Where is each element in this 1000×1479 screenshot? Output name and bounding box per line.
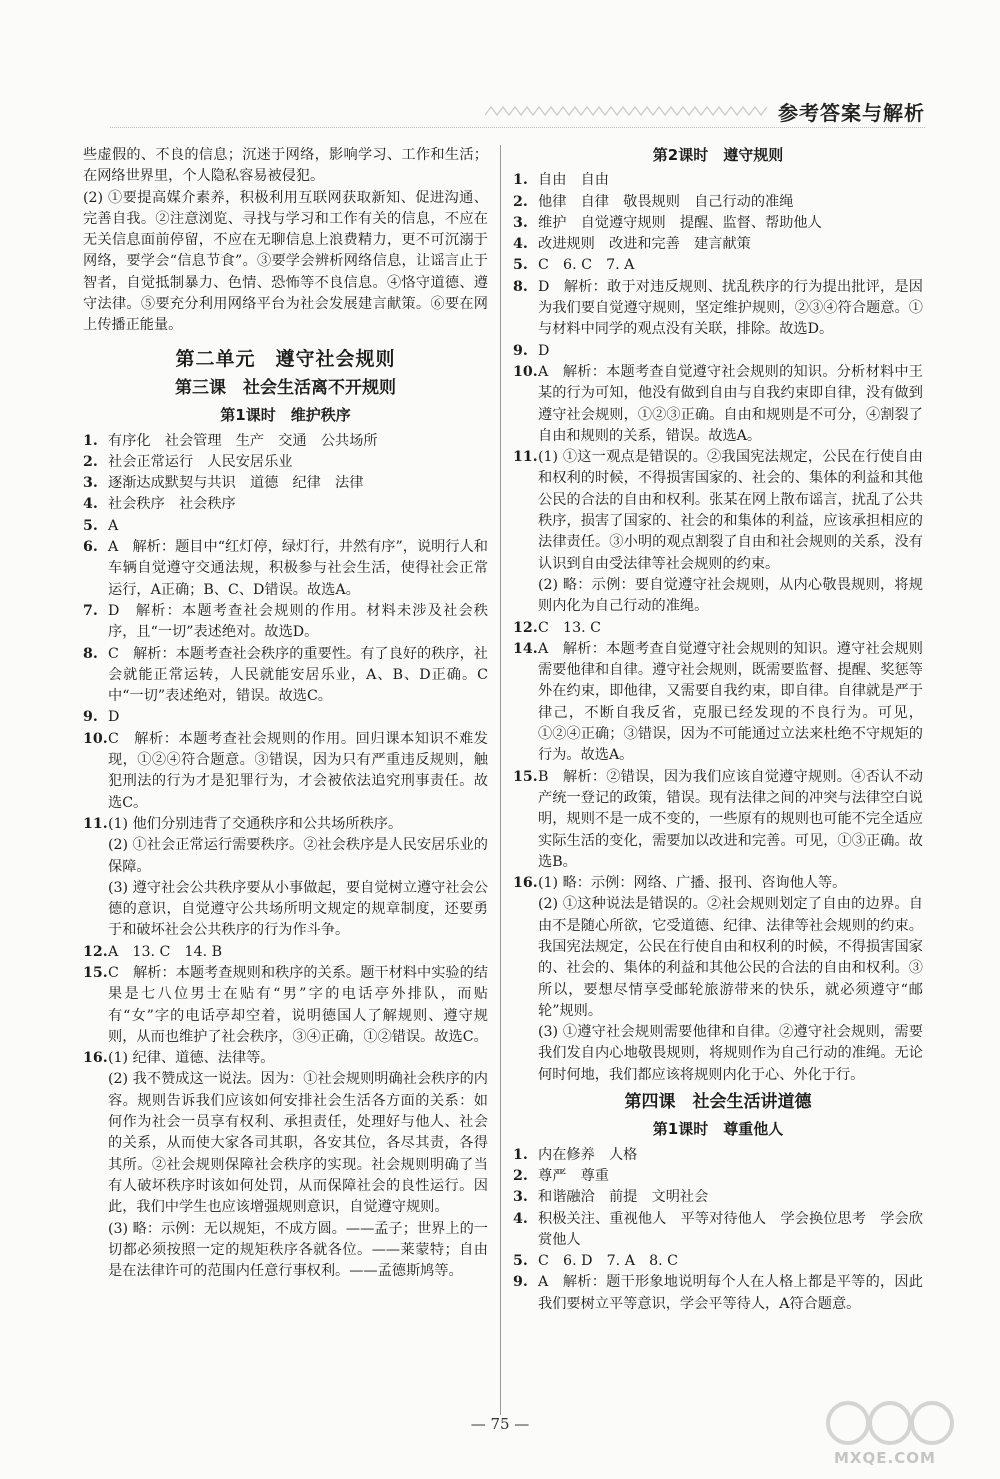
answer-item — [83, 707, 488, 728]
answer-item — [513, 894, 923, 1022]
answer-item — [83, 537, 488, 601]
answer-text: C 6. D 7. A 8. C — [538, 1253, 679, 1270]
answer-item — [513, 447, 923, 575]
answer-item — [513, 277, 923, 341]
answer-number: 1. — [513, 172, 528, 189]
intro-paragraph: 些虚假的、不良的信息；沉迷于网络，影响学习、工作和生活；在网络世界里，个人隐私容易被侵犯。 — [83, 147, 488, 185]
answer-number: 8. — [513, 278, 528, 295]
answer-item — [83, 431, 488, 452]
answer-number: 11. — [513, 449, 538, 466]
answer-item — [513, 341, 923, 362]
answer-text: (1) ①这一观点是错误的。②我国宪法规定，公民在行使自由和权利的时候，不得损害国家的、社会的、集体的利益和其他公民的合法的自由和权利。张某在网上散布谣言，扰乱了公共秩序，损害了国家的、社会的和集体的利益，应该承担相应的法律责任。③小明的观点割裂了自由和社会规则的关系，没有认识到自由受法律等社会规则的约束。 — [538, 449, 923, 572]
answer-item — [513, 213, 923, 234]
answer-number — [513, 894, 538, 1022]
answer-item — [513, 1166, 923, 1187]
answer-item — [513, 1209, 923, 1252]
watermark-logo — [810, 1395, 970, 1475]
answer-item — [513, 618, 923, 639]
answer-item — [513, 1272, 923, 1315]
answer-number: 15. — [83, 964, 108, 981]
answer-text: C 解析：本题考查规则和秩序的关系。题干材料中实验的结果是七八位男士在贴有“男”字的电话亭外排队，而贴有“女”字的电话亭却空着，说明德国人了解规则、遵守规则，从而也维护了社会秩序，③④正确，①②错误。故选C。 — [108, 964, 488, 1045]
answer-number: 3. — [513, 214, 528, 231]
page-header — [110, 97, 925, 137]
left-column — [83, 145, 488, 1282]
period-title: 第1课时 尊重他人 — [652, 1120, 784, 1139]
watermark-text: MXQE.COM — [834, 1449, 936, 1467]
answer-number: 3. — [513, 1189, 528, 1206]
answer-item — [83, 1069, 488, 1218]
answer-text: A — [108, 517, 119, 534]
answer-text: D — [108, 709, 120, 726]
answer-text: 逐渐达成默契与共识 道德 纪律 法律 — [108, 475, 364, 492]
answer-text: (2) ①这种说法是错误的。②社会规则划定了自由的边界。自由不是随心所欲，它受道德、纪律、法律等社会规则的约束。我国宪法规定，公民在行使自由和权利的时候，不得损害国家的、社会的、集体的利益和其他公民的合法的自由和权利。③所以，要想尽情享受邮轮旅游带来的快乐，就必须遵守“邮轮”规则。 — [538, 896, 923, 1019]
answer-text: A 解析：本题考查自觉遵守社会规则的知识。分析材料中王某的行为可知，他没有做到自由与自我约束即自律，没有做到遵守社会规则，①②③正确。自由和规则是不可分，④割裂了自由和规则的关系，错误。故选A。 — [538, 363, 923, 444]
answer-list — [513, 170, 923, 1086]
answer-number — [513, 575, 538, 618]
answer-number — [83, 835, 108, 878]
answer-text: D 解析：敢于对违反规则、扰乱秩序的行为提出批评，是因为我们要自觉遵守规则，坚定维护规则，②③④符合题意。①与材料中同学的观点没有关联，排除。故选D。 — [538, 278, 923, 338]
answer-number — [83, 878, 108, 942]
answer-text: A 解析：题干形象地说明每个人在人格上都是平等的，因此我们要树立平等意识，学会平等待人，A符合题意。 — [538, 1274, 923, 1312]
answer-number: 7. — [83, 602, 98, 619]
decorative-zigzag — [485, 103, 770, 119]
answer-text: 社会正常运行 人民安居乐业 — [108, 453, 293, 470]
answer-text: (2) ①社会正常运行需要秩序。②社会秩序是人民安居乐业的保障。 — [108, 837, 488, 875]
answer-text: 有序化 社会管理 生产 交通 公共场所 — [108, 432, 378, 449]
answer-text: (3) ①遵守社会规则需要他律和自律。②遵守社会规则，需要我们发自内心地敬畏规则，将规则作为自己行动的准绳。无论何时何地，我们都应该将规则内化于心、外化于行。 — [538, 1024, 923, 1083]
answer-text: A 13. C 14. B — [108, 943, 223, 960]
answer-number: 2. — [83, 453, 98, 470]
answer-item — [83, 878, 488, 942]
answer-text: (3) 略：示例：无以规矩，不成方圆。——孟子；世界上的一切都必须按照一定的规矩秩序各就各位。——莱蒙特；自由是在法律许可的范围内任意行事权利。——孟德斯鸠等。 — [108, 1220, 488, 1280]
answer-item — [513, 362, 923, 447]
lesson-title: 第四课 社会生活讲道德 — [624, 1092, 812, 1113]
page-number: — 75 — — [470, 1415, 530, 1433]
answer-number: 12. — [83, 943, 108, 960]
answer-number — [83, 1069, 108, 1218]
answer-text: C 13. C — [538, 619, 601, 636]
answer-number: 12. — [513, 619, 538, 636]
answer-item — [83, 601, 488, 644]
answer-number: 5. — [513, 1253, 528, 1270]
answer-text: B 解析：②错误，因为我们应该自觉遵守规则。④否认不动产统一登记的政策，错误。现有法律之间的冲突与法律空白说明，规则不是一成不变的，一些原有的规则也可能不完全适应实际生活的变化，需要加以改进和完善。可见，①③正确。故选B。 — [538, 768, 923, 870]
answer-text: D 解析：本题考查社会规则的作用。材料未涉及社会秩序，且“一切”表述绝对。故选D。 — [108, 602, 488, 641]
answer-number: 9. — [83, 709, 98, 726]
watermark-badge-icon — [810, 1395, 970, 1455]
header-rule — [110, 127, 925, 128]
answer-list — [513, 1145, 923, 1315]
answer-number: 10. — [83, 730, 108, 747]
answer-text: 自由 自由 — [538, 172, 609, 189]
answer-number: 6. — [83, 539, 98, 556]
answer-item — [513, 170, 923, 191]
answer-number — [513, 1022, 538, 1086]
answer-item — [83, 644, 488, 708]
answer-number: 3. — [83, 475, 98, 492]
answer-text: A 解析：本题考查自觉遵守社会规则的知识。遵守社会规则需要他律和自律。遵守社会规则，既需要监督、提醒、奖惩等外在约束，即他律，又需要自我约束，即自律。自律就是严于律己，不断自我反省，克服已经发现的不良行为。可见，①②④正确；③错误，因为不可能通过立法来杜绝不守规矩的行为。故选A。 — [538, 640, 923, 764]
answer-number: 15. — [513, 768, 538, 785]
answer-number: 5. — [513, 257, 528, 274]
answer-item — [513, 1022, 923, 1086]
answer-text: 他律 自律 敬畏规则 自己行动的准绳 — [538, 193, 794, 210]
answer-item — [513, 192, 923, 213]
answer-number: 4. — [513, 1210, 528, 1227]
answer-number: 16. — [83, 1050, 108, 1067]
answer-text: (2) 略：示例：要自觉遵守社会规则，从内心敬畏规则，将规则内化为自己行动的准绳。 — [538, 576, 923, 615]
answer-item — [513, 255, 923, 276]
header-title: 参考答案与解析 — [778, 101, 925, 125]
lesson-title: 第三课 社会生活离不开规则 — [175, 377, 396, 398]
answer-item — [83, 1048, 488, 1069]
answer-item — [513, 873, 923, 894]
answer-item — [513, 639, 923, 767]
unit-title: 第二单元 遵守社会规则 — [175, 347, 396, 370]
answer-number: 9. — [513, 342, 528, 359]
answer-list — [83, 431, 488, 1283]
answer-number: 14. — [513, 640, 538, 657]
answer-item — [83, 814, 488, 835]
answer-text: D — [538, 342, 550, 359]
answer-item — [513, 1251, 923, 1272]
answer-number: 2. — [513, 193, 528, 210]
right-column — [513, 145, 923, 1315]
answer-text: 内在修养 人格 — [538, 1146, 638, 1163]
answer-number: 8. — [83, 645, 98, 662]
answer-item — [513, 234, 923, 255]
period-title: 第1课时 维护秩序 — [220, 406, 351, 425]
answer-item — [83, 473, 488, 494]
answer-text: (1) 纪律、道德、法律等。 — [108, 1050, 275, 1067]
answer-item — [83, 452, 488, 473]
answer-text: C 解析：本题考查社会规则的作用。回归课本知识不难发现，①②④符合题意。③错误，因为只有严重违反规则，触犯刑法的行为才是犯罪行为，才会被依法追究刑事责任。故选C。 — [108, 730, 488, 811]
answer-item — [83, 942, 488, 963]
answer-text: 和谐融洽 前提 文明社会 — [538, 1189, 709, 1206]
answer-text: (2) 我不赞成这一说法。因为：①社会规则明确社会秩序的内容。规则告诉我们应该如何安排社会生活各方面的关系：如何作为社会一员享有权利、承担责任，处理好与他人、社会的关系，从而使大家各司其职，各安其位，各尽其责，各得其所。②社会规则保障社会秩序的实现。社会规则明确了当有人破坏秩序时该如何处罚，从而保障社会的良性运行。因此，我们中学生也应该增强规则意识，自觉遵守规则。 — [108, 1071, 488, 1216]
answer-text: 改进规则 改进和完善 建言献策 — [538, 236, 751, 253]
answer-number: 1. — [513, 1146, 528, 1163]
answer-number: 4. — [83, 496, 98, 513]
answer-text: C 6. C 7. A — [538, 257, 635, 274]
answer-item — [83, 963, 488, 1048]
answer-text: 维护 自觉遵守规则 提醒、监督、帮助他人 — [538, 214, 822, 231]
answer-number: 5. — [83, 517, 98, 534]
answer-item — [83, 494, 488, 515]
answer-number: 11. — [83, 815, 108, 832]
answer-text: A 解析：题目中“红灯停，绿灯行，井然有序”，说明行人和车辆自觉遵守交通法规，积极参与社会生活，使得社会正常运行，A正确；B、C、D错误。故选A。 — [108, 539, 488, 598]
answer-number: 2. — [513, 1167, 528, 1184]
answer-item — [83, 835, 488, 878]
answer-text: C 解析：本题考查社会秩序的重要性。有了良好的秩序，社会就能正常运转，人民就能安居乐业，A、B、D正确。C中“一切”表述绝对，错误。故选C。 — [108, 645, 488, 705]
answer-text: 社会秩序 社会秩序 — [108, 496, 236, 513]
answer-item — [83, 729, 488, 814]
answer-number: 10. — [513, 363, 538, 380]
intro-paragraph: (2) ①要提高媒介素养，积极利用互联网获取新知、促进沟通、完善自我。②注意浏览、寻找与学习和工作有关的信息，不应在无关信息面前停留，不应在无聊信息上浪费精力，更不可沉溺于网络，要学会“信息节食”。③要学会辨析网络信息，让谣言止于智者，自觉抵制暴力、色情、恐怖等不良信息。④恪守道德、遵守法律。⑤要充分利用网络平台为社会发展建言献策。⑥要在网上传播正能量。 — [83, 189, 488, 334]
answer-number: 1. — [83, 432, 98, 449]
period-title: 第2课时 遵守规则 — [652, 146, 784, 164]
answer-number: 16. — [513, 875, 538, 892]
answer-text: 尊严 尊重 — [538, 1167, 609, 1184]
answer-item — [83, 1219, 488, 1283]
answer-text: (1) 略：示例：网络、广播、报刊、咨询他人等。 — [538, 875, 847, 892]
column-divider — [500, 145, 501, 1415]
answer-text: (1) 他们分别违背了交通秩序和公共场所秩序。 — [108, 815, 403, 832]
answer-item — [513, 1187, 923, 1208]
answer-item — [513, 575, 923, 618]
answer-text: 积极关注、重视他人 平等对待他人 学会换位思考 学会欣赏他人 — [538, 1210, 923, 1248]
answer-item — [513, 1145, 923, 1166]
answer-number — [83, 1219, 108, 1283]
answer-item — [83, 516, 488, 537]
answer-text: (3) 遵守社会公共秩序要从小事做起，要自觉树立遵守社会公德的意识，自觉遵守公共场所明文规定的规章制度，还要勇于和破坏社会公共秩序的行为作斗争。 — [108, 879, 488, 939]
answer-item — [513, 767, 923, 873]
answer-number: 4. — [513, 236, 528, 253]
answer-number: 9. — [513, 1274, 528, 1291]
